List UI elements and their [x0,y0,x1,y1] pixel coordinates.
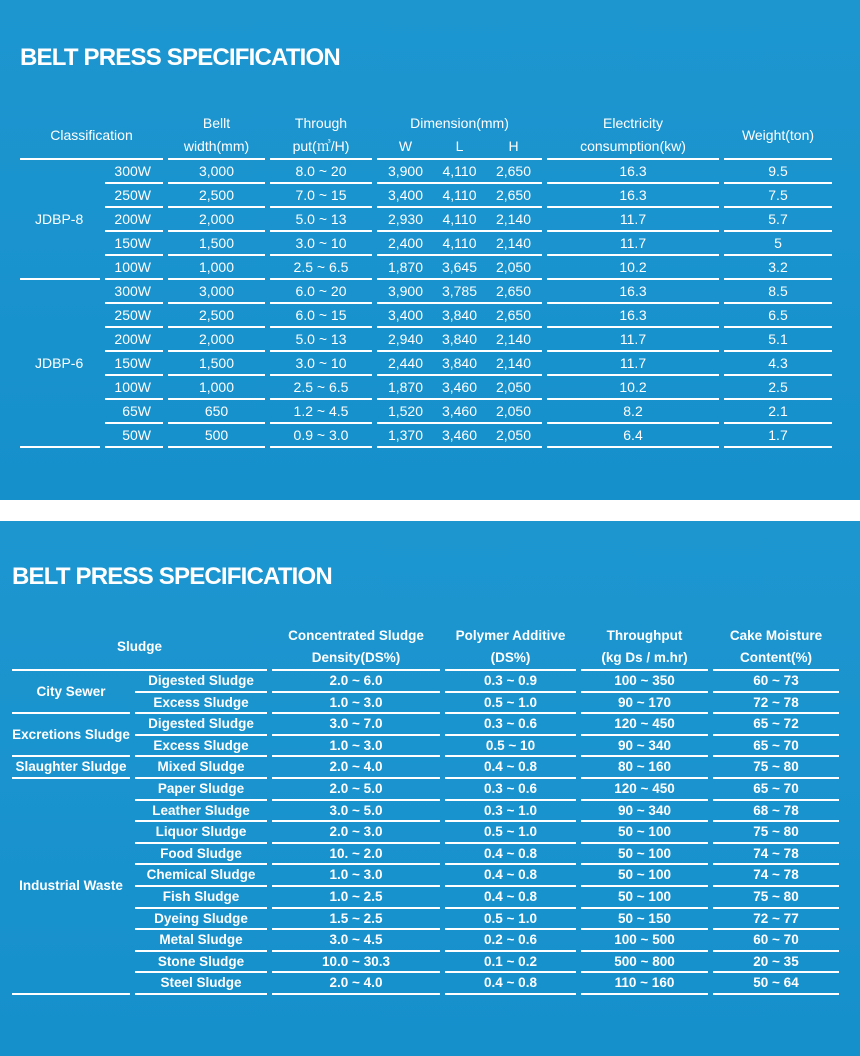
polymer-cell: 0.5 ~ 10 [445,736,576,758]
sludge-type-cell: Mixed Sludge [135,757,267,779]
header-classification: Classification [20,112,163,160]
dim-h-value: 2,050 [495,427,532,443]
header-line: Concentrated Sludge [288,628,424,643]
density-cell: 2.0 ~ 6.0 [272,671,440,693]
electricity-cell: 11.7 [547,232,719,256]
throughput-cell: 100 ~ 350 [581,671,708,693]
polymer-cell: 0.3 ~ 0.9 [445,671,576,693]
density-cell: 10.0 ~ 30.3 [272,952,440,974]
density-cell: 2.0 ~ 4.0 [272,757,440,779]
dim-l-value: 3,840 [441,355,478,371]
table-row [12,822,839,844]
dim-l-value: 3,840 [441,307,478,323]
throughput-cell: 50 ~ 150 [581,909,708,931]
header-weight: Weight(ton) [724,112,832,160]
dim-l-value: 3,460 [441,379,478,395]
model-cell: 100W [105,256,163,280]
header-line: width(mm) [183,138,250,154]
section-title: BELT PRESS SPECIFICATION [20,44,340,71]
dimension-cell [377,328,542,352]
model-cell: 150W [105,352,163,376]
table-row [12,887,839,909]
table-row [12,714,839,736]
weight-cell: 7.5 [724,184,832,208]
dim-l-value: 4,110 [442,211,477,227]
throughput-cell: 3.0 ~ 10 [270,232,372,256]
throughput-cell: 0.9 ~ 3.0 [270,424,372,448]
dim-w-value: 3,900 [387,283,424,299]
polymer-cell: 0.5 ~ 1.0 [445,909,576,931]
polymer-cell: 0.2 ~ 0.6 [445,930,576,952]
group-name: Excretions Sludge [12,714,130,757]
dimension-cell [377,184,542,208]
model-cell: 50W [105,424,163,448]
sludge-type-cell: Leather Sludge [135,801,267,823]
table-row [12,844,839,866]
dim-h-value: 2,650 [495,187,532,203]
header-electricity [547,112,719,160]
cake-moisture-cell: 75 ~ 80 [713,757,839,779]
group-name: City Sewer [12,671,130,714]
cake-moisture-cell: 74 ~ 78 [713,865,839,887]
sludge-type-cell: Fish Sludge [135,887,267,909]
table-row [20,304,832,328]
throughput-cell: 120 ~ 450 [581,779,708,801]
dim-h-value: 2,140 [495,331,532,347]
dimension-cell [377,352,542,376]
polymer-cell: 0.4 ~ 0.8 [445,865,576,887]
table-row [20,400,832,424]
weight-cell: 3.2 [724,256,832,280]
sludge-type-cell: Steel Sludge [135,973,267,995]
header-line: (kg Ds / m.hr) [601,650,688,665]
density-cell: 1.0 ~ 3.0 [272,693,440,715]
dim-l-value: 3,460 [441,427,478,443]
table-row [20,184,832,208]
polymer-cell: 0.5 ~ 1.0 [445,822,576,844]
header-polymer-additive [445,625,576,671]
dim-w-value: 2,400 [387,235,424,251]
throughput-cell: 500 ~ 800 [581,952,708,974]
weight-cell: 5 [724,232,832,256]
header-line: (DS%) [490,650,531,665]
dim-w-value: 3,900 [387,163,424,179]
group-name: JDBP-6 [20,280,100,448]
weight-cell: 1.7 [724,424,832,448]
dim-h-value: 2,050 [495,379,532,395]
throughput-cell: 50 ~ 100 [581,887,708,909]
header-sludge: Sludge [12,625,267,671]
polymer-cell: 0.4 ~ 0.8 [445,973,576,995]
throughput-cell: 2.5 ~ 6.5 [270,376,372,400]
dim-w-value: 1,870 [387,379,424,395]
dimension-cell [377,376,542,400]
model-cell: 65W [105,400,163,424]
table-row [20,424,832,448]
dim-h-value: 2,650 [495,307,532,323]
weight-cell: 2.1 [724,400,832,424]
cake-moisture-cell: 60 ~ 73 [713,671,839,693]
model-cell: 300W [105,280,163,304]
dim-h-value: 2,650 [495,283,532,299]
cake-moisture-cell: 50 ~ 64 [713,973,839,995]
weight-cell: 5.7 [724,208,832,232]
group-name: JDBP-8 [20,160,100,280]
dim-l-value: 3,840 [441,331,478,347]
header-cake-moisture [713,625,839,671]
polymer-cell: 0.5 ~ 1.0 [445,693,576,715]
model-cell: 250W [105,184,163,208]
belt-width-cell: 3,000 [168,160,265,184]
electricity-cell: 10.2 [547,256,719,280]
belt-width-cell: 650 [168,400,265,424]
table-row [12,909,839,931]
header-line: Polymer Additive [455,628,566,643]
throughput-cell: 6.0 ~ 15 [270,304,372,328]
model-cell: 200W [105,328,163,352]
cake-moisture-cell: 65 ~ 70 [713,779,839,801]
cake-moisture-cell: 60 ~ 70 [713,930,839,952]
table-row [12,973,839,995]
weight-cell: 9.5 [724,160,832,184]
dim-h-value: 2,140 [495,211,532,227]
density-cell: 2.0 ~ 4.0 [272,973,440,995]
spec-panel-sludge [0,521,860,1056]
dim-l-value: 3,785 [441,283,478,299]
dim-w-value: 2,940 [387,331,424,347]
dim-w-value: 1,870 [387,259,424,275]
model-cell: 100W [105,376,163,400]
dimension-cell [377,208,542,232]
polymer-cell: 0.3 ~ 0.6 [445,714,576,736]
sludge-type-cell: Excess Sludge [135,693,267,715]
sludge-type-cell: Food Sludge [135,844,267,866]
dimension-cell [377,232,542,256]
dimension-cell [377,160,542,184]
electricity-cell: 16.3 [547,184,719,208]
throughput-cell: 90 ~ 340 [581,801,708,823]
table-row [20,376,832,400]
electricity-cell: 11.7 [547,208,719,232]
throughput-cell: 120 ~ 450 [581,714,708,736]
dim-l-value: 4,110 [442,163,477,179]
density-cell: 1.0 ~ 3.0 [272,865,440,887]
electricity-cell: 6.4 [547,424,719,448]
throughput-cell: 5.0 ~ 13 [270,208,372,232]
dim-l-value: 3,460 [441,403,478,419]
dimension-cell [377,424,542,448]
electricity-cell: 16.3 [547,160,719,184]
header-belt-width [168,112,265,160]
table-row [20,160,832,184]
belt-width-cell: 2,500 [168,184,265,208]
table-row [12,952,839,974]
polymer-cell: 0.1 ~ 0.2 [445,952,576,974]
density-cell: 1.0 ~ 3.0 [272,736,440,758]
table-row [12,736,839,758]
weight-cell: 2.5 [724,376,832,400]
density-cell: 2.0 ~ 5.0 [272,779,440,801]
header-line: Bellt [202,115,231,131]
throughput-cell: 2.5 ~ 6.5 [270,256,372,280]
table-row [12,757,839,779]
header-throughput [581,625,708,671]
table-row [12,930,839,952]
electricity-cell: 11.7 [547,352,719,376]
header-line: Through [294,115,348,131]
table-row [20,208,832,232]
table-row [20,280,832,304]
table-row [20,232,832,256]
throughput-cell: 3.0 ~ 10 [270,352,372,376]
header-line: Density(DS%) [311,650,401,665]
dim-w-value: 2,440 [387,355,424,371]
throughput-cell: 6.0 ~ 20 [270,280,372,304]
electricity-cell: 11.7 [547,328,719,352]
header-throughput [270,112,372,160]
header-line: Cake Moisture [729,628,823,643]
density-cell: 3.0 ~ 5.0 [272,801,440,823]
header-concentrated-density [272,625,440,671]
table-row [12,671,839,693]
throughput-cell: 90 ~ 170 [581,693,708,715]
throughput-cell: 50 ~ 100 [581,844,708,866]
sludge-type-cell: Metal Sludge [135,930,267,952]
header-line: put(㎥/H) [292,138,350,154]
dim-l-value: 4,110 [442,187,477,203]
density-cell: 2.0 ~ 3.0 [272,822,440,844]
cake-moisture-cell: 20 ~ 35 [713,952,839,974]
dim-w-value: 3,400 [387,187,424,203]
dim-w-value: 1,370 [387,427,424,443]
throughput-cell: 80 ~ 160 [581,757,708,779]
weight-cell: 8.5 [724,280,832,304]
throughput-cell: 110 ~ 160 [581,973,708,995]
cake-moisture-cell: 65 ~ 72 [713,714,839,736]
electricity-cell: 8.2 [547,400,719,424]
section-title: BELT PRESS SPECIFICATION [12,563,332,590]
dim-h-value: 2,140 [495,235,532,251]
sludge-type-cell: Stone Sludge [135,952,267,974]
density-cell: 3.0 ~ 7.0 [272,714,440,736]
cake-moisture-cell: 75 ~ 80 [713,822,839,844]
table-row [12,779,839,801]
dim-h-value: 2,050 [495,259,532,275]
table-row [12,865,839,887]
polymer-cell: 0.4 ~ 0.8 [445,844,576,866]
header-dim-h: H [508,138,519,154]
header-line: Dimension(mm) [410,115,509,131]
throughput-cell: 8.0 ~ 20 [270,160,372,184]
sludge-type-cell: Dyeing Sludge [135,909,267,931]
belt-width-cell: 1,500 [168,352,265,376]
dimension-cell [377,400,542,424]
weight-cell: 5.1 [724,328,832,352]
table-row [20,328,832,352]
electricity-cell: 16.3 [547,304,719,328]
dimension-cell [377,304,542,328]
throughput-cell: 50 ~ 100 [581,865,708,887]
model-cell: 300W [105,160,163,184]
density-cell: 10. ~ 2.0 [272,844,440,866]
electricity-cell: 10.2 [547,376,719,400]
throughput-cell: 50 ~ 100 [581,822,708,844]
dim-w-value: 2,930 [387,211,424,227]
cake-moisture-cell: 72 ~ 78 [713,693,839,715]
sludge-type-cell: Digested Sludge [135,671,267,693]
model-spec-table [15,112,837,448]
header-dim-l: L [455,138,464,154]
header-line: consumption(kw) [580,138,686,154]
electricity-cell: 16.3 [547,280,719,304]
header-line: Electricity [603,115,663,131]
dim-w-value: 3,400 [387,307,424,323]
throughput-cell: 100 ~ 500 [581,930,708,952]
header-dim-w: W [398,138,413,154]
density-cell: 1.5 ~ 2.5 [272,909,440,931]
dimension-cell [377,280,542,304]
sludge-type-cell: Chemical Sludge [135,865,267,887]
belt-width-cell: 1,000 [168,256,265,280]
polymer-cell: 0.4 ~ 0.8 [445,757,576,779]
sludge-type-cell: Liquor Sludge [135,822,267,844]
sludge-spec-table [7,625,844,995]
header-line: Throughput [606,628,683,643]
cake-moisture-cell: 74 ~ 78 [713,844,839,866]
throughput-cell: 7.0 ~ 15 [270,184,372,208]
belt-width-cell: 2,000 [168,328,265,352]
cake-moisture-cell: 75 ~ 80 [713,887,839,909]
belt-width-cell: 500 [168,424,265,448]
belt-width-cell: 1,500 [168,232,265,256]
belt-width-cell: 2,000 [168,208,265,232]
polymer-cell: 0.4 ~ 0.8 [445,887,576,909]
density-cell: 3.0 ~ 4.5 [272,930,440,952]
density-cell: 1.0 ~ 2.5 [272,887,440,909]
belt-width-cell: 3,000 [168,280,265,304]
sludge-type-cell: Excess Sludge [135,736,267,758]
throughput-cell: 5.0 ~ 13 [270,328,372,352]
throughput-cell: 90 ~ 340 [581,736,708,758]
table-header-row [12,625,839,671]
group-name: Industrial Waste [12,779,130,995]
cake-moisture-cell: 72 ~ 77 [713,909,839,931]
model-cell: 250W [105,304,163,328]
belt-width-cell: 1,000 [168,376,265,400]
model-cell: 200W [105,208,163,232]
dim-h-value: 2,050 [495,403,532,419]
model-cell: 150W [105,232,163,256]
table-row [20,352,832,376]
header-dimension [377,112,542,160]
group-name: Slaughter Sludge [12,757,130,779]
table-row [12,801,839,823]
table-row [12,693,839,715]
cake-moisture-cell: 68 ~ 78 [713,801,839,823]
dim-w-value: 1,520 [387,403,424,419]
dim-l-value: 3,645 [441,259,478,275]
cake-moisture-cell: 65 ~ 70 [713,736,839,758]
table-row [20,256,832,280]
spec-panel-models [0,0,860,500]
table-header-row [20,112,832,160]
throughput-cell: 1.2 ~ 4.5 [270,400,372,424]
dim-h-value: 2,140 [495,355,532,371]
polymer-cell: 0.3 ~ 1.0 [445,801,576,823]
header-line: Content(%) [740,650,812,665]
dim-h-value: 2,650 [495,163,532,179]
weight-cell: 4.3 [724,352,832,376]
dimension-cell [377,256,542,280]
sludge-type-cell: Paper Sludge [135,779,267,801]
dim-l-value: 4,110 [442,235,477,251]
sludge-type-cell: Digested Sludge [135,714,267,736]
belt-width-cell: 2,500 [168,304,265,328]
weight-cell: 6.5 [724,304,832,328]
polymer-cell: 0.3 ~ 0.6 [445,779,576,801]
